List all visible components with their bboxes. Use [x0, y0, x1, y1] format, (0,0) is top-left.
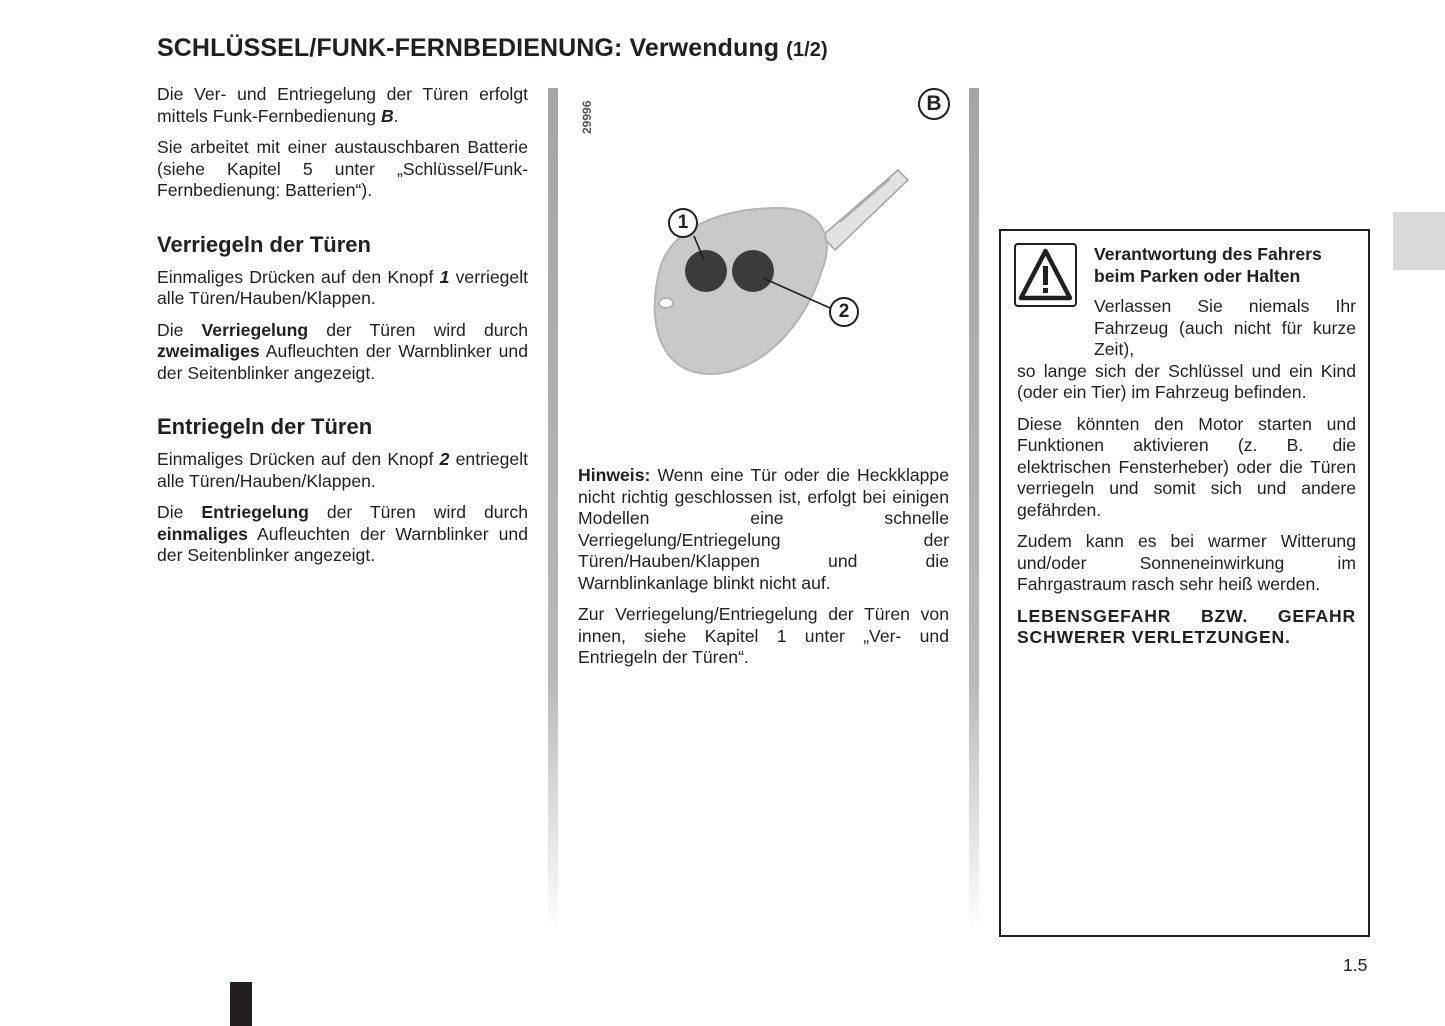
unlock-p2-c: der Türen wird durch: [308, 502, 528, 522]
key-blade: [822, 170, 908, 250]
lock-paragraph-2: [157, 320, 528, 385]
lock-p2-a: Die: [157, 319, 202, 340]
page-title: [157, 34, 828, 63]
note-paragraph: [578, 465, 949, 594]
callout-2: 2: [829, 297, 859, 327]
unlock-p1-end: entriegelt alle Türen/Hauben/Klappen.: [157, 449, 529, 491]
battery-paragraph: Sie arbeitet mit einer austauschbaren Batterie (siehe Kapitel 5 unter „Schlüssel/Funk-Fernbedienung: Batterien“).: [157, 137, 528, 200]
intro-text: Die Ver- und Entriegelung der Türen erfolgt mittels Funk-Fernbedienung: [157, 84, 528, 126]
unlock-button-2: [732, 250, 774, 292]
lock-paragraph-1: [157, 267, 528, 310]
title-part: (1/2): [786, 39, 828, 61]
figure-letter: B: [918, 88, 950, 120]
unlock-paragraph-1: [157, 449, 528, 492]
unlock-p2-e: Aufleuchten der Warnblinker und der Seitenblinker angezeigt.: [157, 523, 528, 565]
warning-p3: Zudem kann es bei warmer Witterung und/oder Sonneneinwirkung im Fahrgastraum rasch sehr heiß werden.: [1017, 531, 1356, 594]
page-number: 1.5: [1343, 955, 1368, 975]
warning-p1-rest: so lange sich der Schlüssel und ein Kind (oder ein Tier) im Fahrzeug befinden.: [1017, 360, 1356, 402]
lock-p2-e: Aufleuchten der Warnblinker und der Seitenblinker angezeigt.: [157, 341, 528, 383]
interior-lock-paragraph: Zur Verriegelung/Entriegelung der Türen von innen, siehe Kapitel 1 unter „Ver- und Entriegeln der Türen“.: [578, 604, 949, 667]
lock-heading: Verriegeln der Türen: [157, 231, 371, 257]
lock-p1-button-ref: 1: [439, 266, 450, 287]
left-column: [157, 84, 528, 577]
unlock-heading: Entriegeln der Türen: [157, 414, 373, 439]
unlock-p1-text: Einmaliges Drücken auf den Knopf: [157, 449, 440, 469]
print-mark: [230, 982, 252, 1026]
warning-p2: Diese könnten den Motor starten und Funktionen aktivieren (z. B. die elektrischen Fensterheber) oder die Türen verriegeln und somit sich und andere gefährden.: [1017, 413, 1356, 520]
lock-p2-d: zweimaliges: [157, 341, 260, 361]
warning-p4: LEBENSGEFAHR BZW. GEFAHR SCHWERER VERLETZUNGEN.: [1017, 605, 1356, 647]
remote-key-illustration: [560, 150, 920, 390]
middle-column: [578, 465, 949, 679]
warning-title: Verantwortung des Fahrers beim Parken oder Halten: [1094, 244, 1322, 286]
unlock-p2-a: Die: [157, 502, 202, 522]
intro-ref-b: B: [380, 105, 394, 126]
figure-code: 29996: [580, 100, 594, 134]
lock-p1-end: verriegelt alle Türen/Hauben/Klappen.: [157, 266, 528, 308]
chapter-tab-marker: [1393, 212, 1445, 270]
title-text: SCHLÜSSEL/FUNK-FERNBEDIENUNG: Verwendung: [157, 34, 780, 62]
warning-body: [1017, 296, 1356, 659]
unlock-p1-button-ref: 2: [439, 449, 450, 469]
intro-paragraph: [157, 84, 528, 127]
unlock-p2-d: einmaliges: [157, 523, 248, 544]
column-divider-right: [969, 88, 979, 933]
warning-box: [999, 229, 1370, 937]
lock-button-1: [685, 250, 727, 292]
note-text: Wenn eine Tür oder die Heckklappe nicht richtig geschlossen ist, erfolgt bei einigen Modellen eine schnelle Verriegelung/Entriegelung der Türen/Hauben/Klappen und die Warnblinkanlage blinkt nicht auf.: [578, 465, 949, 593]
intro-end: .: [393, 105, 399, 126]
unlock-paragraph-2: [157, 502, 528, 567]
lock-p2-c: der Türen wird durch: [308, 319, 528, 340]
lock-p2-b: Verriegelung: [201, 319, 309, 340]
column-divider-left: [548, 88, 558, 933]
lock-p1-text: Einmaliges Drücken auf den Knopf: [157, 266, 440, 287]
key-ring-hole: [659, 298, 673, 308]
warning-p1-first: Verlassen Sie niemals Ihr Fahrzeug (auch nicht für kurze Zeit),: [1094, 296, 1356, 359]
callout-1: 1: [668, 208, 698, 238]
note-label: Hinweis:: [578, 465, 651, 485]
unlock-p2-b: Entriegelung: [201, 502, 309, 522]
